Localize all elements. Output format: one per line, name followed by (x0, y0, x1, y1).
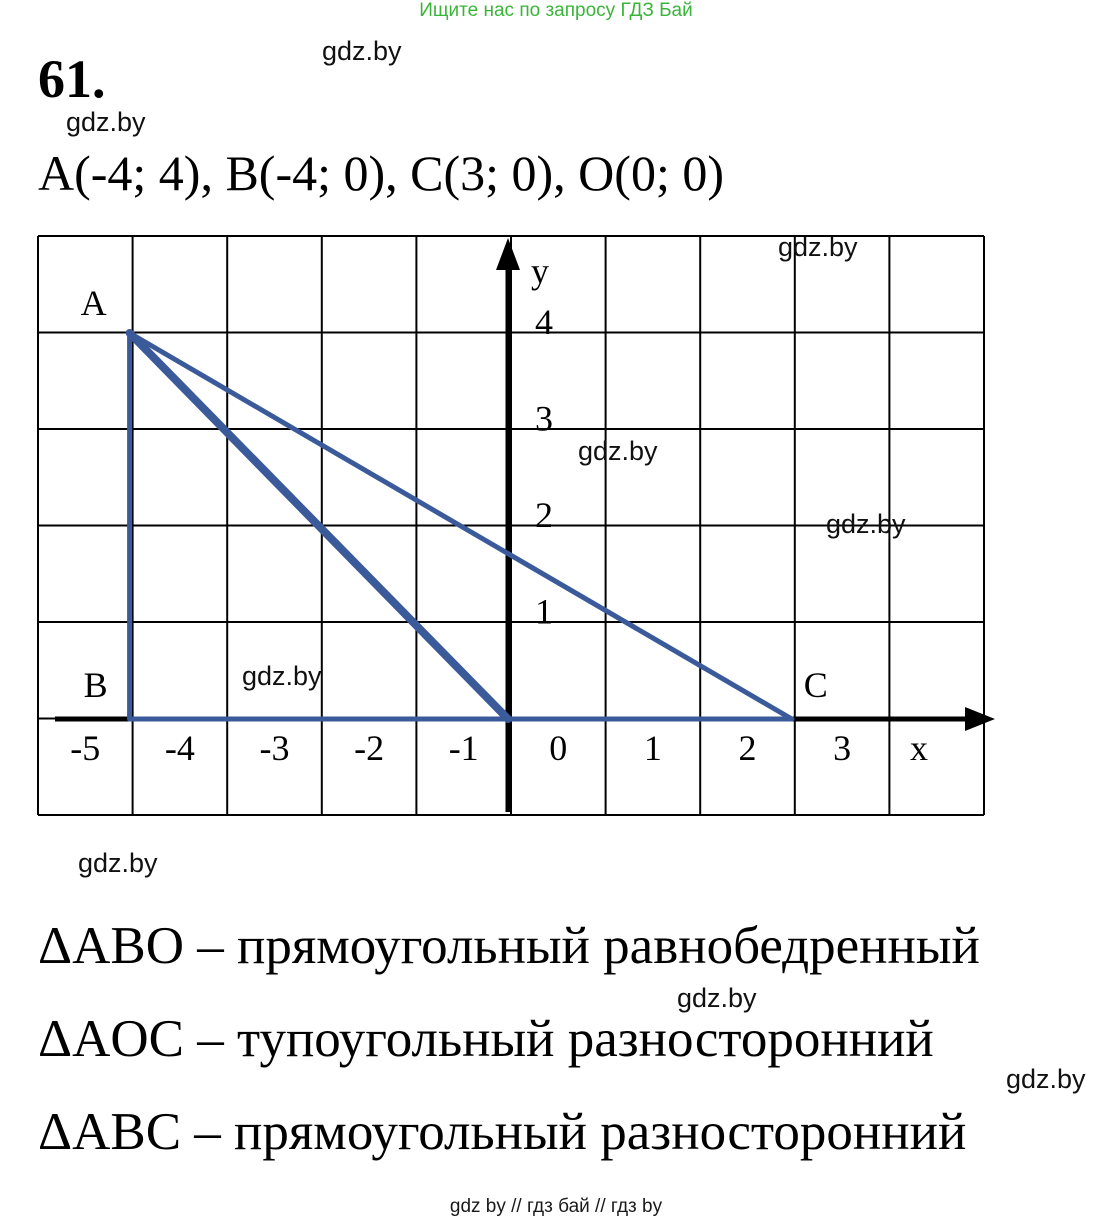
watermark: gdz.by (778, 232, 858, 262)
watermark: gdz.by (322, 36, 402, 66)
y-axis-label: y (531, 251, 549, 291)
x-tick-label: -4 (164, 728, 195, 768)
points-coordinates: A(-4; 4), B(-4; 0), C(3; 0), O(0; 0) (38, 145, 724, 201)
watermark: gdz.by (578, 436, 658, 466)
y-tick-label: 1 (535, 591, 553, 632)
x-axis-label: x (910, 728, 928, 768)
x-tick-label: -5 (70, 728, 101, 768)
point-label: C (803, 665, 828, 705)
top-banner[interactable]: Ищите нас по запросу ГДЗ Бай (419, 0, 693, 21)
watermark: gdz.by (78, 848, 158, 878)
point-label: A (80, 283, 107, 323)
x-tick-label: -1 (448, 728, 479, 768)
watermark: gdz.by (826, 509, 906, 539)
watermark: gdz.by (242, 661, 322, 691)
x-tick-label: -3 (259, 728, 290, 768)
x-axis-arrow-icon (965, 707, 995, 731)
x-tick-label: 0 (549, 728, 568, 768)
task-number: 61. (38, 49, 106, 109)
point-label: B (83, 665, 108, 705)
y-tick-label: 4 (535, 302, 553, 342)
x-tick-label: 2 (738, 728, 757, 768)
watermark: gdz.by (1006, 1064, 1086, 1094)
result-line-aoc: ΔAOC – тупоугольный разносторонний (38, 1010, 934, 1068)
y-axis-arrow-icon (496, 238, 520, 270)
watermark: gdz.by (677, 983, 757, 1013)
y-tick-label: 2 (535, 495, 553, 535)
watermark: gdz.by (66, 107, 146, 137)
footer-links[interactable]: gdz by // гдз бай // гдз by (449, 1196, 663, 1217)
x-tick-label: 1 (643, 728, 662, 768)
x-tick-label: 3 (833, 728, 852, 768)
y-tick-label: 3 (535, 398, 553, 439)
x-tick-label: -2 (354, 728, 385, 768)
result-line-abo: ΔABO – прямоугольный равнобедренный (38, 917, 980, 975)
result-line-abc: ΔABC – прямоугольный разносторонний (38, 1103, 967, 1161)
